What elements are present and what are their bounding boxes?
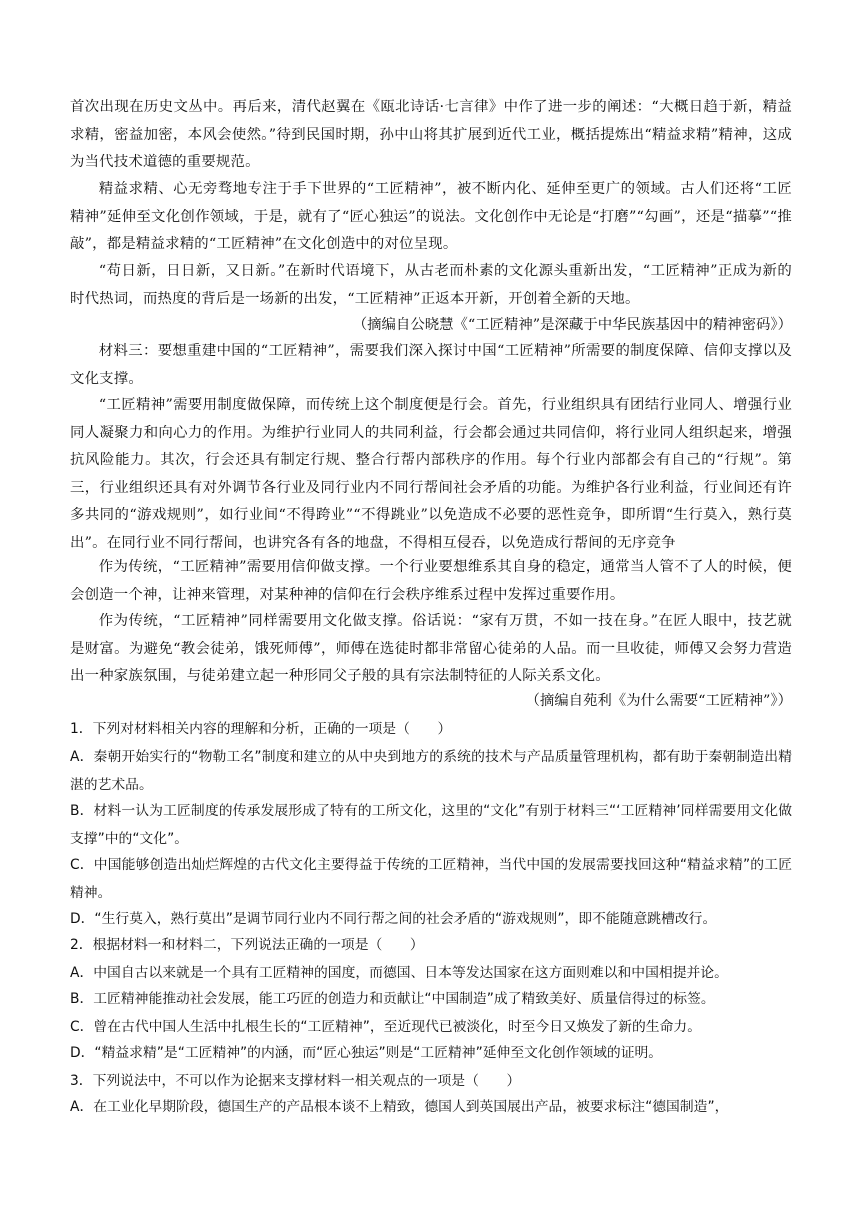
source-citation: （摘编自公晓慧《“工匠精神”是深藏于中华民族基因中的精神密码》） xyxy=(352,317,792,333)
passage-paragraph: 材料三：要想重建中国的“工匠精神”，需要我们深入探讨中国“工匠精神”所需要的制度保障、信仰支撑以及文化支撑。 xyxy=(70,343,792,387)
question-option: B．工匠精神能推动社会发展，能工巧匠的创造力和贡献让“中国制造”成了精致美好、质量信得过的标签。 xyxy=(70,991,715,1007)
passage-paragraph: 作为传统，“工匠精神”需要用信仰做支撑。一个行业要想维系其自身的稳定，通常当人管不了人的时候，便会创造一个神，让神来管理，对某种神的信仰在行会秩序维系过程中发挥过重要作用。 xyxy=(70,559,792,603)
question-stem: 2．根据材料一和材料二，下列说法正确的一项是（ ） xyxy=(70,937,424,953)
question-stem: 3．下列说法中，不可以作为论据来支撑材料一相关观点的一项是（ ） xyxy=(70,1073,521,1089)
source-citation: （摘编自苑利《为什么需要“工匠精神”》） xyxy=(525,693,792,709)
question-option: B．材料一认为工匠制度的传承发展形成了特有的工所文化，这里的“文化”有别于材料三“‘工匠精神’同样需要用文化做支撑”中的“文化”。 xyxy=(70,803,792,847)
passage-paragraph: 首次出现在历史文丛中。再后来，清代赵翼在《瓯北诗话·七言律》中作了进一步的阐述：“大概日趋于新，精益求精，密益加密，本风会使然。”待到民国时期，孙中山将其扩展到近代工业，概括提炼出“精益求精”精神，这成为当代技术道德的重要规范。 xyxy=(70,99,792,170)
passage-paragraph: “工匠精神”需要用制度做保障，而传统上这个制度便是行会。首先，行业组织具有团结行业同人、增强行业同人凝聚力和向心力的作用。为维护行业同人的共同利益，行会都会通过共同信仰，将行业同人组织起来，增强抗风险能力。其次，行会还具有制定行规、整合行帮内部秩序的作用。每个行业内部都会有自己的“行规”。第三，行业组织还具有对外调节各行业及同行业内不同行帮间社会矛盾的功能。为维护各行业利益，行业间还有许多共同的“游戏规则”，如行业间“不得跨业”“不得跳业”以免造成不必要的恶性竞争，即所谓“生行莫入，熟行莫出”。在同行业不同行帮间，也讲究各有各的地盘，不得相互侵吞，以免造成行帮间的无序竞争 xyxy=(70,397,792,551)
question-option: A．中国自古以来就是一个具有工匠精神的国度，而德国、日本等发达国家在这方面则难以和中国相提并论。 xyxy=(70,965,728,981)
question-stem: 1．下列对材料相关内容的理解和分析，正确的一项是（ ） xyxy=(70,721,452,737)
passage-paragraph: “苟日新，日日新，又日新。”在新时代语境下，从古老而朴素的文化源头重新出发，“工匠精神”正成为新的时代热词，而热度的背后是一场新的出发，“工匠精神”正返本开新，开创着全新的天地。 xyxy=(70,263,792,307)
question-option: C．中国能够创造出灿烂辉煌的古代文化主要得益于传统的工匠精神，当代中国的发展需要找回这种“精益求精”的工匠精神。 xyxy=(70,857,792,901)
question-option: A．在工业化早期阶段，德国生产的产品根本谈不上精致，德国人到英国展出产品，被要求标注“德国制造”， xyxy=(70,1099,729,1115)
passage-paragraph: 精益求精、心无旁骛地专注于手下世界的“工匠精神”，被不断内化、延伸至更广的领域。古人们还将“工匠精神”延伸至文化创作领域，于是，就有了“匠心独运”的说法。文化创作中无论是“打磨”“勾画”，还是“描摹”“推敲”，都是精益求精的“工匠精神”在文化创造中的对位呈现。 xyxy=(70,181,792,252)
question-option: D．“生行莫入，熟行莫出”是调节同行业内不同行帮之间的社会矛盾的“游戏规则”，即不能随意跳槽改行。 xyxy=(70,911,717,927)
passage-paragraph: 作为传统，“工匠精神”同样需要用文化做支撑。俗话说：“家有万贯，不如一技在身。”在匠人眼中，技艺就是财富。为避免“教会徒弟，饿死师傅”，师傅在选徒时都非常留心徒弟的人品。而一旦收徒，师傅又会努力营造出一种家族氛围，与徒弟建立起一种形同父子般的具有宗法制特征的人际关系文化。 xyxy=(70,613,792,684)
question-option: C．曾在古代中国人生活中扎根生长的“工匠精神”，至近现代已被淡化，时至今日又焕发了新的生命力。 xyxy=(70,1019,701,1035)
question-option: D．“精益求精”是“工匠精神”的内涵，而“匠心独运”则是“工匠精神”延伸至文化创作领域的证明。 xyxy=(70,1045,663,1061)
question-option: A．秦朝开始实行的“物勒工名”制度和建立的从中央到地方的系统的技术与产品质量管理机构，都有助于秦朝制造出精湛的艺术品。 xyxy=(70,749,792,793)
